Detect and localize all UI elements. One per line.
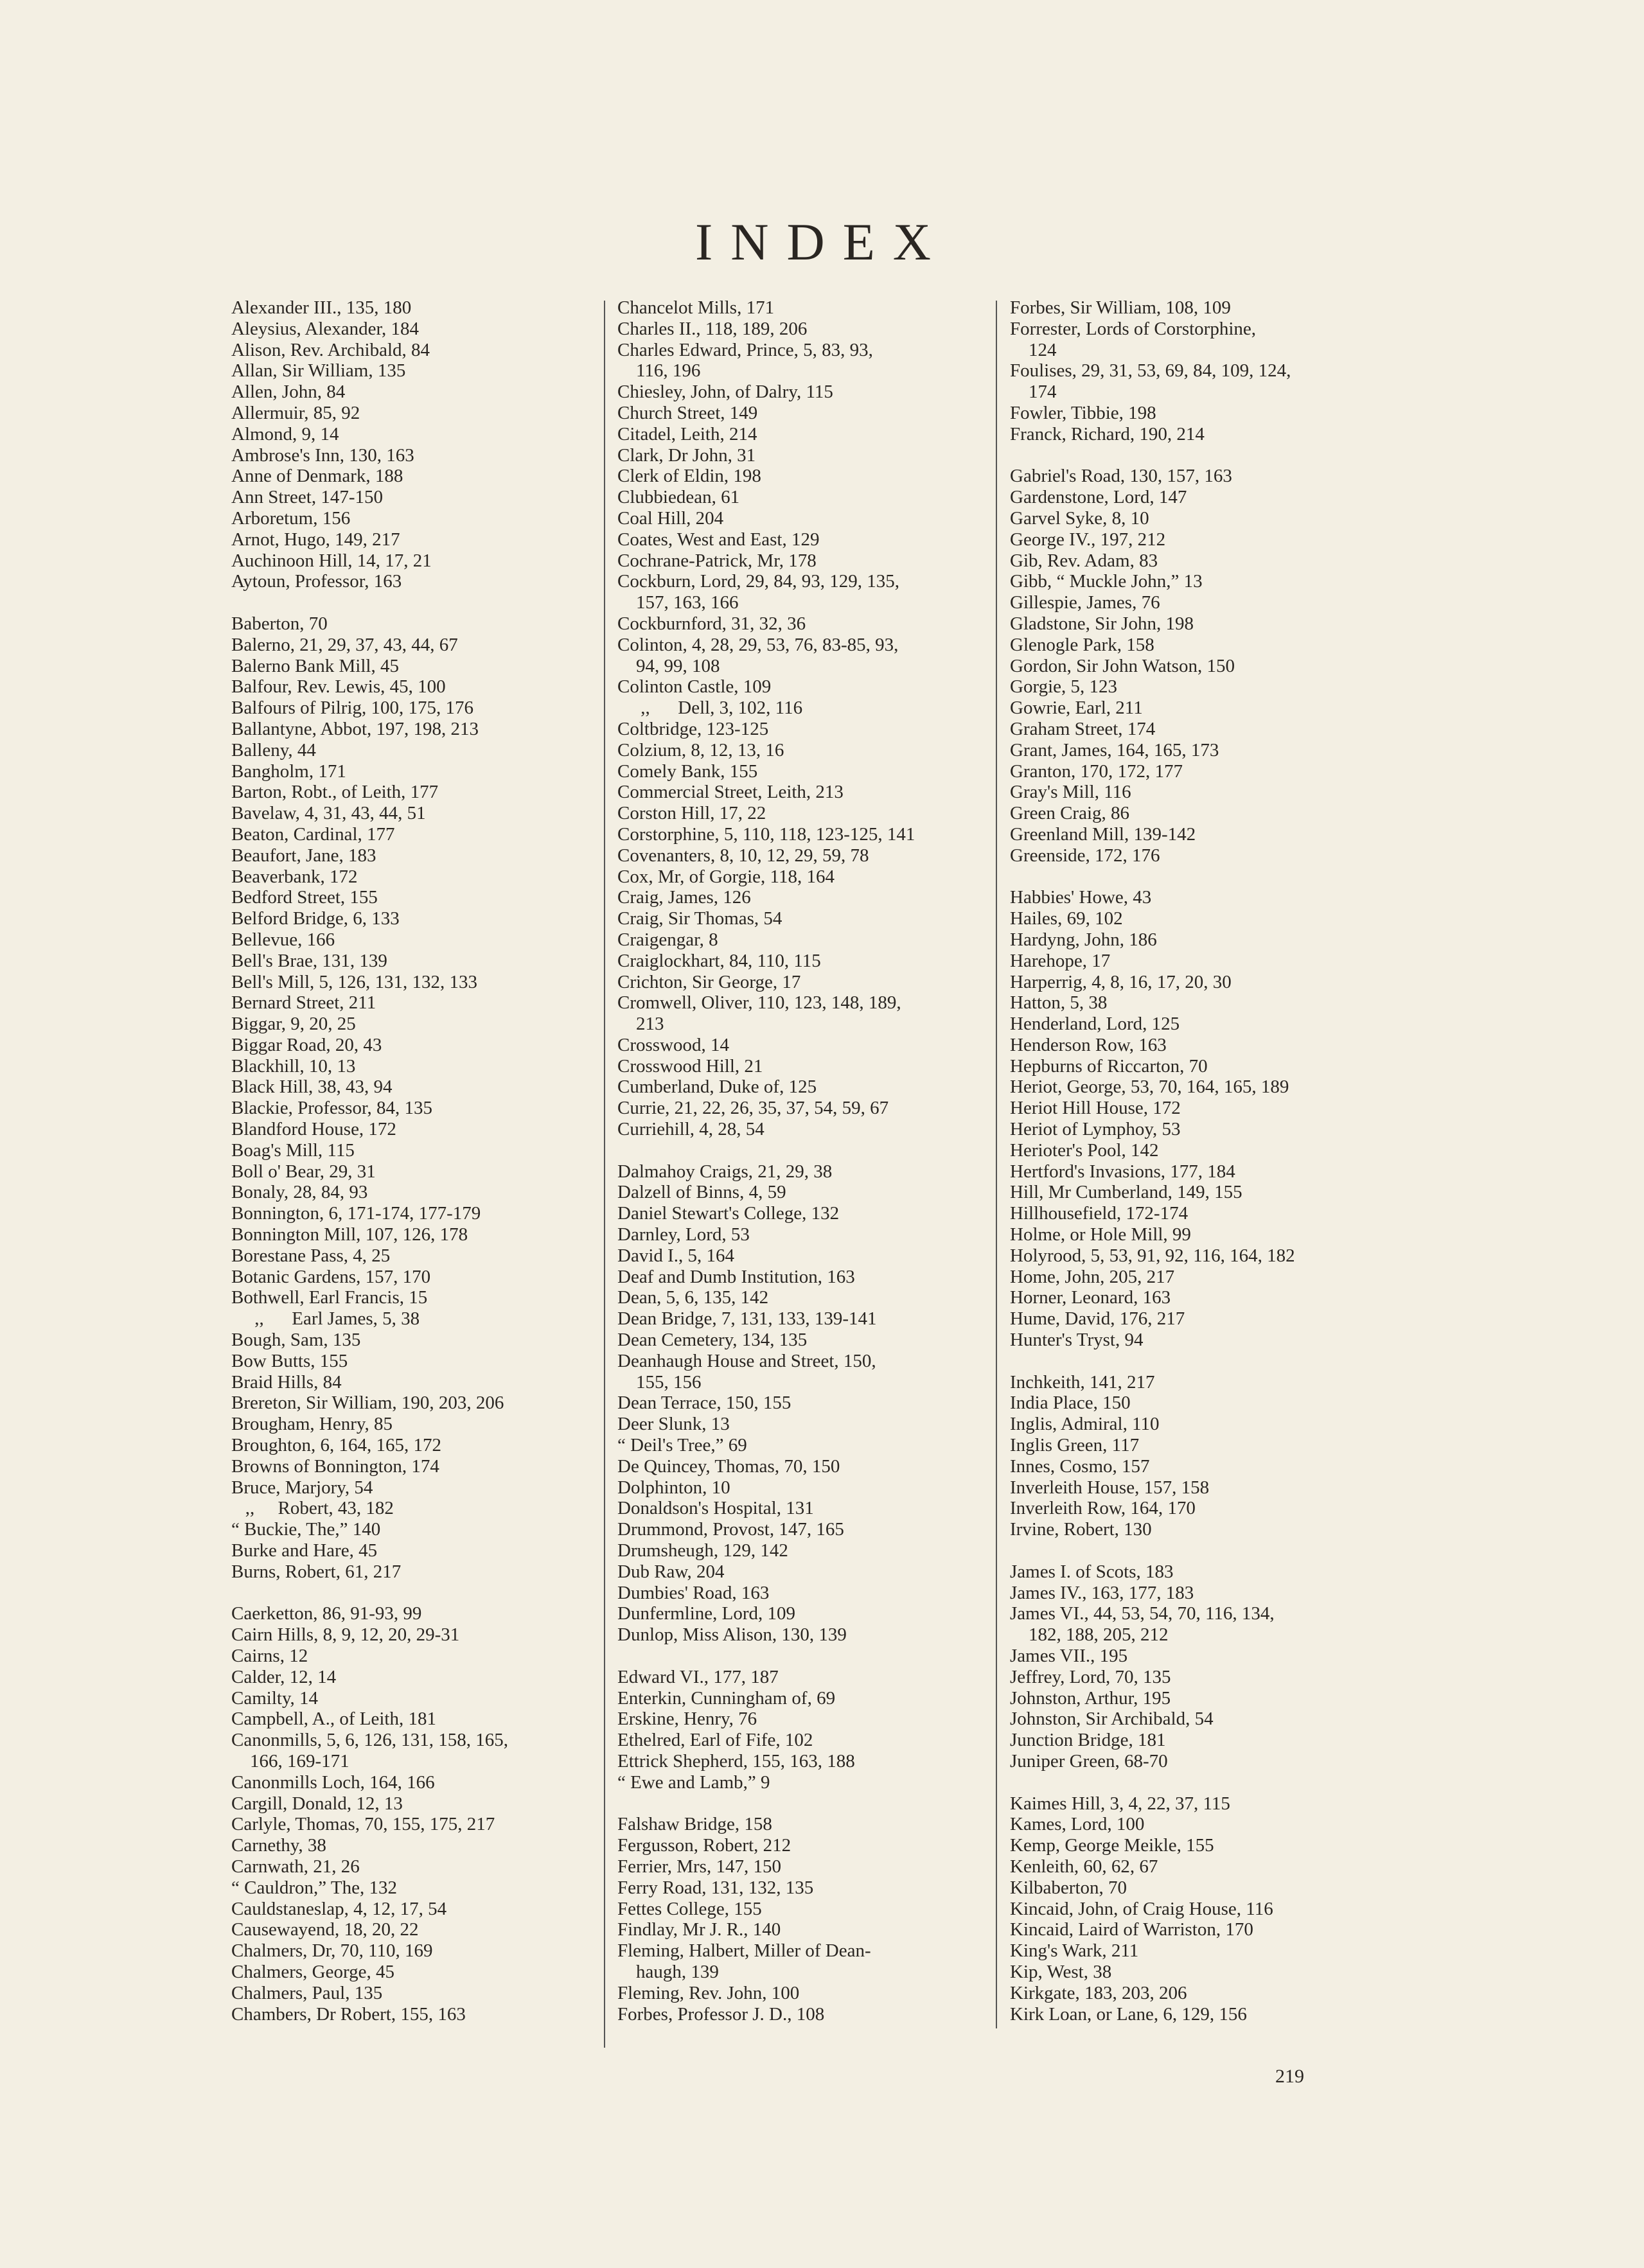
- column-divider-left: [604, 301, 605, 2048]
- page-number: 219: [1275, 2066, 1304, 2087]
- column-divider-right: [996, 301, 997, 2028]
- index-column-left: Alexander III., 135, 180 Aleysius, Alexander, 184 Alison, Rev. Archibald, 84 Allan, Sir William, 135 Allen, John, 84 Allermuir, 85, 92 Almond, 9, 14 Ambrose's Inn, 130, 163 Anne of Denmark, 188 Ann Street, 147-150 Arboretum, 156 Arnot, Hugo, 149, 217 Auchinoon Hill, 14, 17, 21 Aytoun, Professor, 163 Baberton, 70 Balerno, 21, 29, 37, 43, 44, 67 Balerno Bank Mill, 45 Balfour, Rev. Lewis, 45, 100 Balfours of Pilrig, 100, 175, 176 Ballantyne, Abbot, 197, 198, 213 Balleny, 44 Bangholm, 171 Barton, Robt., of Leith, 177 Bavelaw, 4, 31, 43, 44, 51 Beaton, Cardinal, 177 Beaufort, Jane, 183 Beaverbank, 172 Bedford Street, 155 Belford Bridge, 6, 133 Bellevue, 166 Bell's Brae, 131, 139 Bell's Mill, 5, 126, 131, 132, 133 Bernard Street, 211 Biggar, 9, 20, 25 Biggar Road, 20, 43 Blackhill, 10, 13 Black Hill, 38, 43, 94 Blackie, Professor, 84, 135 Blandford House, 172 Boag's Mill, 115 Boll o' Bear, 29, 31 Bonaly, 28, 84, 93 Bonnington, 6, 171-174, 177-179 Bonnington Mill, 107, 126, 178 Borestane Pass, 4, 25 Botanic Gardens, 157, 170 Bothwell, Earl Francis, 15 ,, Earl James, 5, 38 Bough, Sam, 135 Bow Butts, 155 Braid Hills, 84 Brereton, Sir William, 190, 203, 206 Brougham, Henry, 85 Broughton, 6, 164, 165, 172 Browns of Bonnington, 174 Bruce, Marjory, 54 ,, Robert, 43, 182 “ Buckie, The,” 140 Burke and Hare, 45 Burns, Robert, 61, 217 Caerketton, 86, 91-93, 99 Cairn Hills, 8, 9, 12, 20, 29-31 Cairns, 12 Calder, 12, 14 Camilty, 14 Campbell, A., of Leith, 181 Canonmills, 5, 6, 126, 131, 158, 165, 166, 169-171 Canonmills Loch, 164, 166 Cargill, Donald, 12, 13 Carlyle, Thomas, 70, 155, 175, 217 Carnethy, 38 Carnwath, 21, 26 “ Cauldron,” The, 132 Cauldstaneslap, 4, 12, 17, 54 Causewayend, 18, 20, 22 Chalmers, Dr, 70, 110, 169 Chalmers, George, 45 Chalmers, Paul, 135 Chambers, Dr Robert, 155, 163: [231, 297, 508, 2025]
- index-column-right: Forbes, Sir William, 108, 109 Forrester, Lords of Corstorphine, 124 Foulises, 29, 31, 53, 69, 84, 109, 124, 174 Fowler, Tibbie, 198 Franck, Richard, 190, 214 Gabriel's Road, 130, 157, 163 Gardenstone, Lord, 147 Garvel Syke, 8, 10 George IV., 197, 212 Gib, Rev. Adam, 83 Gibb, “ Muckle John,” 13 Gillespie, James, 76 Gladstone, Sir John, 198 Glenogle Park, 158 Gordon, Sir John Watson, 150 Gorgie, 5, 123 Gowrie, Earl, 211 Graham Street, 174 Grant, James, 164, 165, 173 Granton, 170, 172, 177 Gray's Mill, 116 Green Craig, 86 Greenland Mill, 139-142 Greenside, 172, 176 Habbies' Howe, 43 Hailes, 69, 102 Hardyng, John, 186 Harehope, 17 Harperrig, 4, 8, 16, 17, 20, 30 Hatton, 5, 38 Henderland, Lord, 125 Henderson Row, 163 Hepburns of Riccarton, 70 Heriot, George, 53, 70, 164, 165, 189 Heriot Hill House, 172 Heriot of Lymphoy, 53 Herioter's Pool, 142 Hertford's Invasions, 177, 184 Hill, Mr Cumberland, 149, 155 Hillhousefield, 172-174 Holme, or Hole Mill, 99 Holyrood, 5, 53, 91, 92, 116, 164, 182 Home, John, 205, 217 Horner, Leonard, 163 Hume, David, 176, 217 Hunter's Tryst, 94 Inchkeith, 141, 217 India Place, 150 Inglis, Admiral, 110 Inglis Green, 117 Innes, Cosmo, 157 Inverleith House, 157, 158 Inverleith Row, 164, 170 Irvine, Robert, 130 James I. of Scots, 183 James IV., 163, 177, 183 James VI., 44, 53, 54, 70, 116, 134, 182, 188, 205, 212 James VII., 195 Jeffrey, Lord, 70, 135 Johnston, Arthur, 195 Johnston, Sir Archibald, 54 Junction Bridge, 181 Juniper Green, 68-70 Kaimes Hill, 3, 4, 22, 37, 115 Kames, Lord, 100 Kemp, George Meikle, 155 Kenleith, 60, 62, 67 Kilbaberton, 70 Kincaid, John, of Craig House, 116 Kincaid, Laird of Warriston, 170 King's Wark, 211 Kip, West, 38 Kirkgate, 183, 203, 206 Kirk Loan, or Lane, 6, 129, 156: [1010, 297, 1295, 2025]
- index-column-middle: Chancelot Mills, 171 Charles II., 118, 189, 206 Charles Edward, Prince, 5, 83, 93, 116, 196 Chiesley, John, of Dalry, 115 Church Street, 149 Citadel, Leith, 214 Clark, Dr John, 31 Clerk of Eldin, 198 Clubbiedean, 61 Coal Hill, 204 Coates, West and East, 129 Cochrane-Patrick, Mr, 178 Cockburn, Lord, 29, 84, 93, 129, 135, 157, 163, 166 Cockburnford, 31, 32, 36 Colinton, 4, 28, 29, 53, 76, 83-85, 93, 94, 99, 108 Colinton Castle, 109 ,, Dell, 3, 102, 116 Coltbridge, 123-125 Colzium, 8, 12, 13, 16 Comely Bank, 155 Commercial Street, Leith, 213 Corston Hill, 17, 22 Corstorphine, 5, 110, 118, 123-125, 141 Covenanters, 8, 10, 12, 29, 59, 78 Cox, Mr, of Gorgie, 118, 164 Craig, James, 126 Craig, Sir Thomas, 54 Craigengar, 8 Craiglockhart, 84, 110, 115 Crichton, Sir George, 17 Cromwell, Oliver, 110, 123, 148, 189, 213 Crosswood, 14 Crosswood Hill, 21 Cumberland, Duke of, 125 Currie, 21, 22, 26, 35, 37, 54, 59, 67 Curriehill, 4, 28, 54 Dalmahoy Craigs, 21, 29, 38 Dalzell of Binns, 4, 59 Daniel Stewart's College, 132 Darnley, Lord, 53 David I., 5, 164 Deaf and Dumb Institution, 163 Dean, 5, 6, 135, 142 Dean Bridge, 7, 131, 133, 139-141 Dean Cemetery, 134, 135 Deanhaugh House and Street, 150, 155, 156 Dean Terrace, 150, 155 Deer Slunk, 13 “ Deil's Tree,” 69 De Quincey, Thomas, 70, 150 Dolphinton, 10 Donaldson's Hospital, 131 Drummond, Provost, 147, 165 Drumsheugh, 129, 142 Dub Raw, 204 Dumbies' Road, 163 Dunfermline, Lord, 109 Dunlop, Miss Alison, 130, 139 Edward VI., 177, 187 Enterkin, Cunningham of, 69 Erskine, Henry, 76 Ethelred, Earl of Fife, 102 Ettrick Shepherd, 155, 163, 188 “ Ewe and Lamb,” 9 Falshaw Bridge, 158 Fergusson, Robert, 212 Ferrier, Mrs, 147, 150 Ferry Road, 131, 132, 135 Fettes College, 155 Findlay, Mr J. R., 140 Fleming, Halbert, Miller of Dean- haugh, 139 Fleming, Rev. John, 100 Forbes, Professor J. D., 108: [617, 297, 915, 2025]
- page-title: INDEX: [694, 213, 950, 271]
